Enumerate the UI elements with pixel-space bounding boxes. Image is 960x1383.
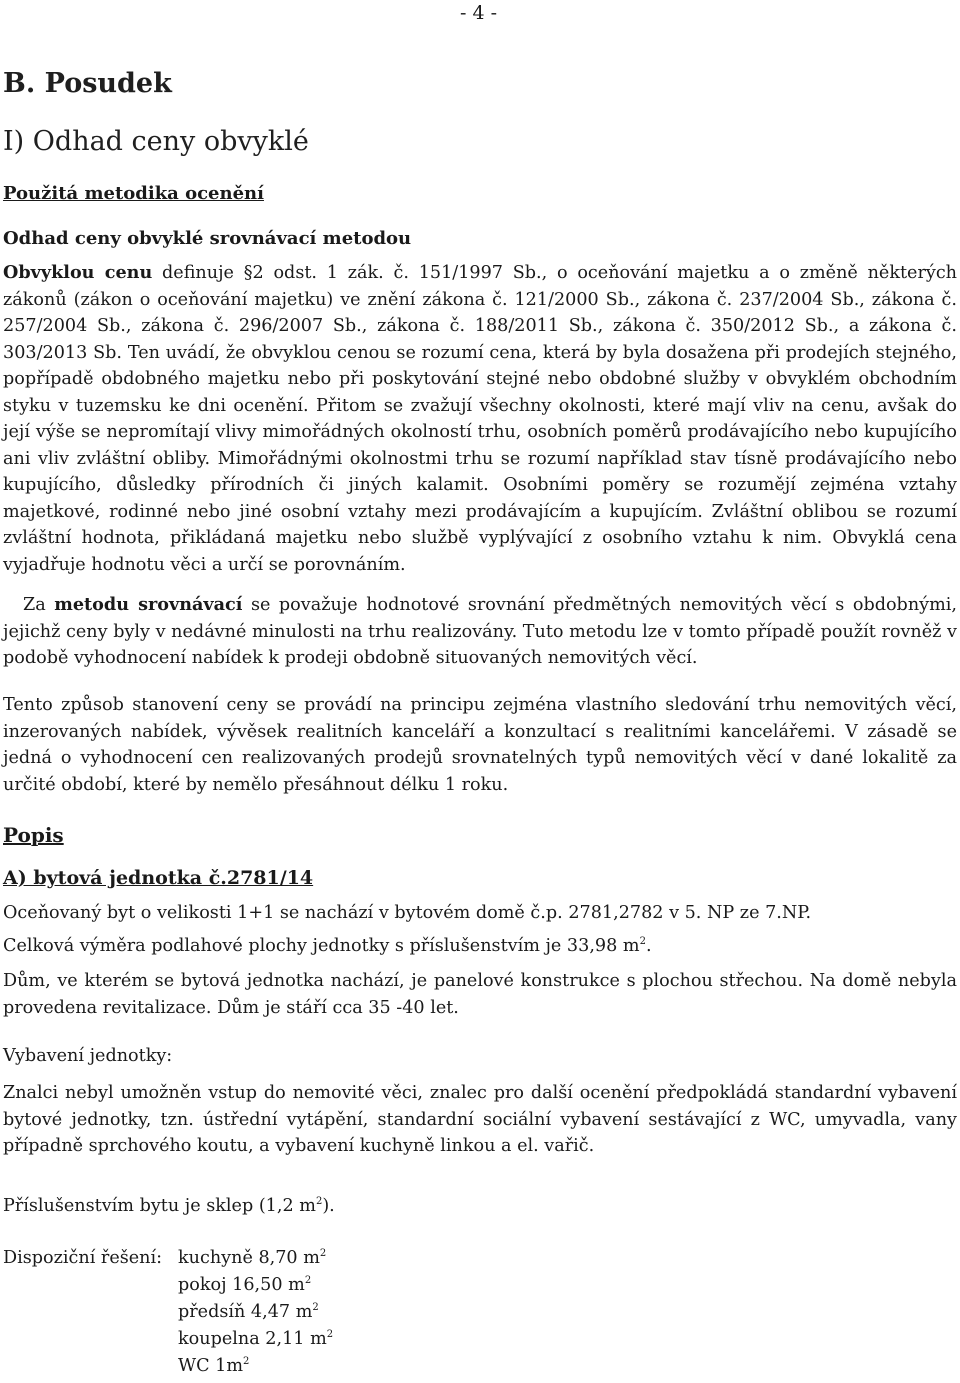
room-item xyxy=(178,1275,333,1302)
room-item xyxy=(178,1329,333,1356)
accessory-text: Příslušenstvím bytu je sklep (1,2 m xyxy=(3,1196,316,1216)
building-description: Dům, ve kterém se bytová jednotka nachází, je panelové konstrukce s plochou střechou. Na domě nebyla provedena revitalizace. Dům je stáří cca 35 -40 let. xyxy=(3,971,957,1018)
unit-exponent: 2 xyxy=(315,1196,323,1207)
room-name: kuchyně 8,70 m xyxy=(178,1248,320,1268)
popis-heading: Popis xyxy=(3,823,64,847)
page-number: - 4 - xyxy=(460,2,498,24)
floor-area-text: Celková výměra podlahové plochy jednotky s příslušenstvím je 33,98 m xyxy=(3,936,640,956)
paragraph-bold: metodu srovnávací xyxy=(54,594,243,615)
paragraph-obvykla-cena xyxy=(3,260,957,578)
unit-exponent: 2 xyxy=(304,1275,312,1286)
paragraph-text: definuje §2 odst. 1 zák. č. 151/1997 Sb., o oceňování majetku a o změně některých zákonů (zákon o oceňování majetku) ve znění zákona č. 121/2000 Sb., zákona č. 237/2004 Sb., zákona č. 257/2004 Sb., zákona č. 296/2007 Sb., zákona č. 188/2011 Sb., zákona č. 350/2012 Sb., a zákona č. 303/2013 Sb. Ten uvádí, že obvyklou cenou se rozumí cena, která by byla dosažena při prodejích stejného, popřípadě obdobného majetku nebo při poskytování stejné nebo obdobné služby v obvyklém obchodním styku v tuzemsku ke dni ocenění. Přitom se zvažují všechny okolnosti, které mají vliv na cenu, avšak do její výše se nepromítají vlivy mimořádných okolností trhu, osobních poměrů prodávajícího nebo kupujícího ani vliv zvláštní obliby. Mimořádnými okolnostmi trhu se rozumí například stav tísně prodávajícího nebo kupujícího, důsledky přírodních či jiných kalamit. Osobními poměry se rozumějí zejména vztahy majetkové, rodinné nebo jiné osobní vztahy mezi prodávajícím a kupujícím. Zvláštní oblibou se rozumí zvláštní hodnota, přikládaná majetku nebo službě vyplývající z osobního vztahu k nim. Obvyklá cena vyjadřuje hodnotu věci a určí se porovnáním. xyxy=(3,263,957,575)
floor-area-line xyxy=(3,936,652,956)
room-name: koupelna 2,11 m xyxy=(178,1329,327,1349)
paragraph-lead: Obvyklou cenu xyxy=(3,262,153,283)
floor-area-end: . xyxy=(645,936,652,956)
room-item xyxy=(178,1248,333,1275)
method-name: Odhad ceny obvyklé srovnávací metodou xyxy=(3,228,412,249)
section-title: B. Posudek xyxy=(3,68,172,99)
room-item xyxy=(178,1356,333,1383)
room-name: předsíň 4,47 m xyxy=(178,1302,313,1322)
unit-heading: A) bytová jednotka č.2781/14 xyxy=(3,867,314,889)
unit-exponent: 2 xyxy=(312,1302,319,1313)
room-name: pokoj 16,50 m xyxy=(178,1275,305,1295)
room-list xyxy=(178,1248,333,1383)
unit-exponent: 2 xyxy=(326,1329,334,1340)
accessory-end: ). xyxy=(322,1196,335,1216)
paragraph-pre: Za xyxy=(23,595,55,615)
unit-exponent: 2 xyxy=(639,936,646,947)
room-name: WC 1m xyxy=(178,1356,244,1376)
unit-exponent: 2 xyxy=(243,1356,250,1367)
equipment-label: Vybavení jednotky: xyxy=(3,1046,173,1066)
paragraph-zpusob: Tento způsob stanovení ceny se provádí na principu zejména vlastního sledování trhu nemovitých věcí, inzerovaných nabídek, vývěsek realitních kanceláří a konzultací s realitními kancelářemi. V zásadě se jedná o vyhodnocení cen realizovaných prodejů srovnatelných typů nemovitých věcí v dané lokalitě za určité období, které by nemělo přesáhnout délku 1 roku. xyxy=(3,695,957,795)
method-heading: Použitá metodika ocenění xyxy=(3,183,264,204)
main-title: I) Odhad ceny obvyklé xyxy=(3,126,309,157)
accessory-line xyxy=(3,1196,335,1216)
description-line: Oceňovaný byt o velikosti 1+1 se nachází v bytovém domě č.p. 2781,2782 v 5. NP ze 7.NP. xyxy=(3,903,812,923)
paragraph-metoda xyxy=(3,592,957,672)
room-item xyxy=(178,1302,333,1329)
paragraph-text: se považuje hodnotové srovnání předmětných nemovitých věcí s obdobnými, jejichž ceny byly v nedávné minulosti na trhu realizovány. Tuto metodu lze v tomto případě použít rovněž v podobě vyhodnocení nabídek k prodeji obdobně situovaných nemovitých věcí. xyxy=(3,595,957,668)
equipment-text: Znalci nebyl umožněn vstup do nemovité věci, znalec pro další ocenění předpokládá standardní vybavení bytové jednotky, tzn. ústřední vytápění, standardní sociální vybavení sestávající z WC, umyvadla, vany případně sprchového koutu, a vybavení kuchyně linkou a el. vařič. xyxy=(3,1083,957,1156)
unit-exponent: 2 xyxy=(319,1248,327,1259)
layout-label: Dispoziční řešení: xyxy=(3,1248,163,1268)
